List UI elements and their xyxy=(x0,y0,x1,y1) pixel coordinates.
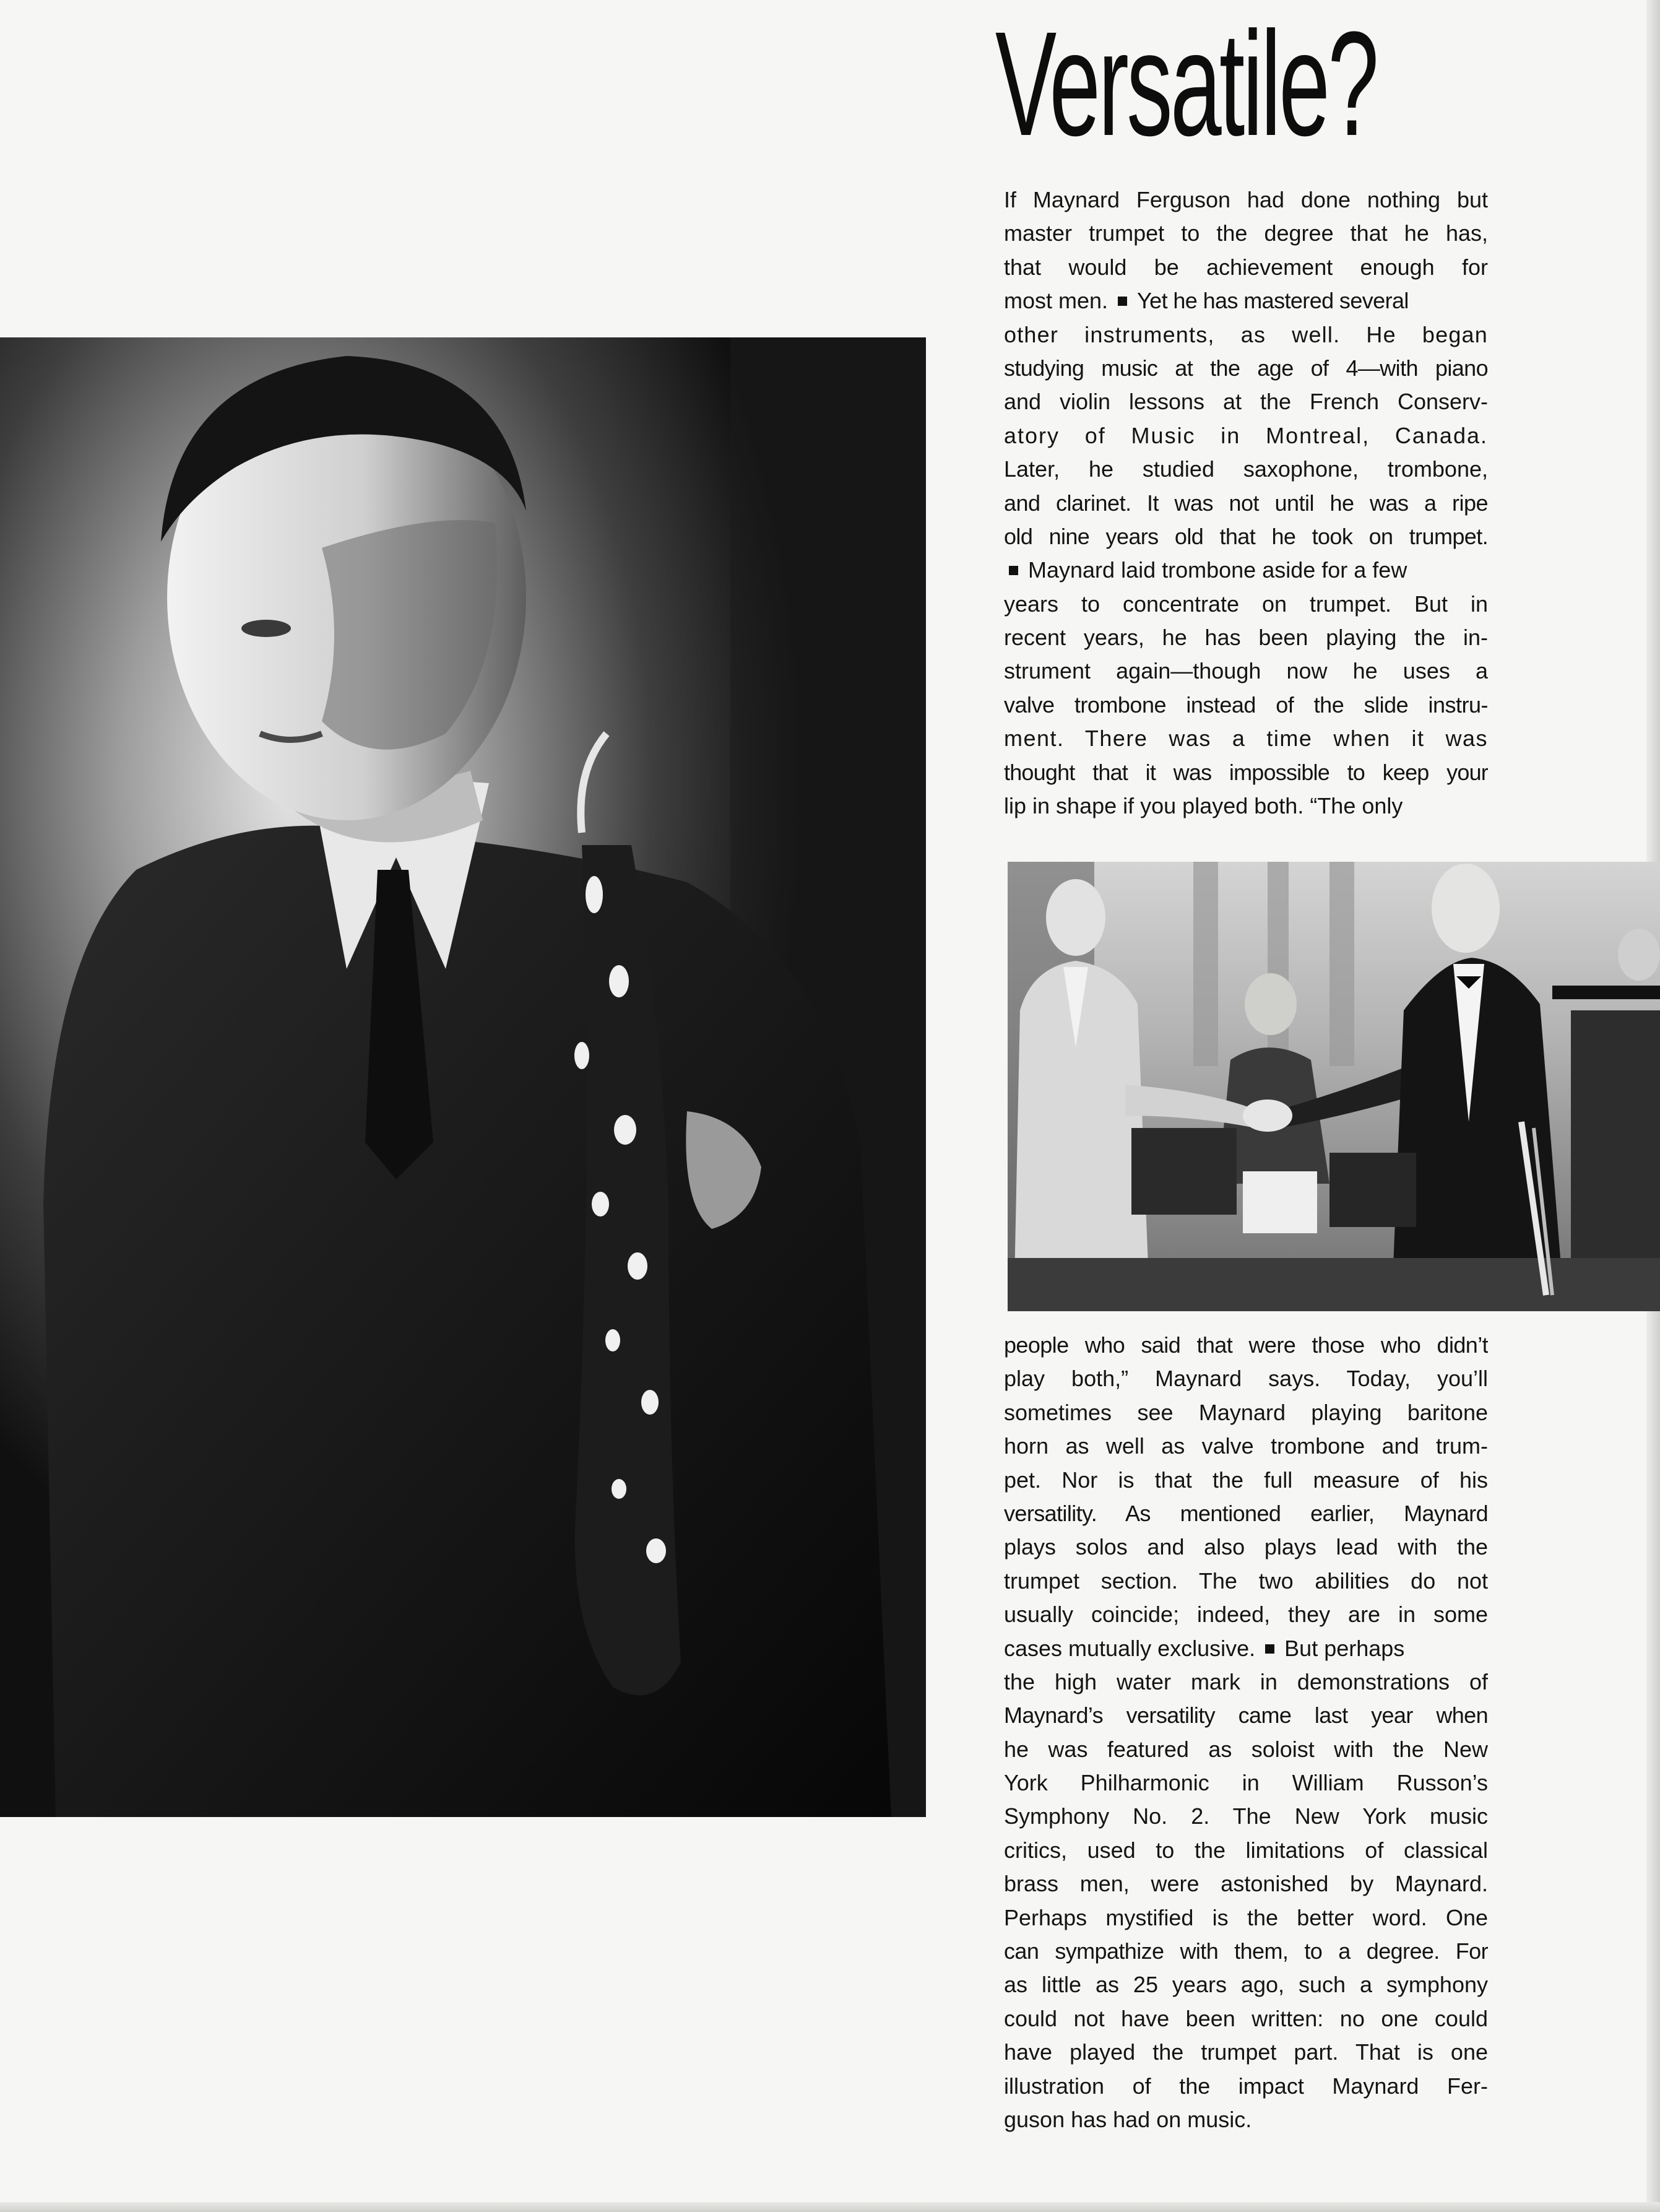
text-line: old nine years old that he took on trumpet. xyxy=(1004,523,1488,549)
text-line: that would be achievement enough for xyxy=(1004,254,1488,280)
text-line: thought that it was impossible to keep your xyxy=(1004,759,1488,785)
paragraph-bullet-icon xyxy=(1009,566,1018,575)
text-line: illustration of the impact Maynard Fer- xyxy=(1004,2073,1488,2099)
text-line: trumpet section. The two abilities do not xyxy=(1004,1568,1488,1594)
text-line: and violin lessons at the French Conserv- xyxy=(1004,389,1488,415)
text-line: versatility. As mentioned earlier, Maynard xyxy=(1004,1500,1488,1526)
text-line xyxy=(1004,284,1488,318)
text-line xyxy=(1004,1632,1488,1665)
text-line: pet. Nor is that the full measure of his xyxy=(1004,1467,1488,1493)
text-line: plays solos and also plays lead with the xyxy=(1004,1534,1488,1560)
paragraph-bullet-icon xyxy=(1118,297,1127,306)
text-line: can sympathize with them, to a degree. For xyxy=(1004,1938,1488,1964)
text-line: ment. There was a time when it was xyxy=(1004,726,1488,752)
text-line: studying music at the age of 4—with piano xyxy=(1004,355,1488,381)
text-line: strument again—though now he uses a xyxy=(1004,658,1488,684)
portrait-photo-illustration xyxy=(0,337,926,1817)
text-line: Perhaps mystified is the better word. One xyxy=(1004,1904,1488,1930)
text-line: years to concentrate on trumpet. But in xyxy=(1004,591,1488,617)
text-line: York Philharmonic in William Russon’s xyxy=(1004,1770,1488,1796)
text-line-part: Yet he has mastered several xyxy=(1137,288,1409,314)
text-line: play both,” Maynard says. Today, you’ll xyxy=(1004,1366,1488,1392)
text-line: could not have been written: no one could xyxy=(1004,2005,1488,2031)
text-line-part: Maynard laid trombone aside for a few xyxy=(1028,557,1407,583)
text-line: atory of Music in Montreal, Canada. xyxy=(1004,422,1488,448)
text-line: and clarinet. It was not until he was a ripe xyxy=(1004,490,1488,516)
body-text-top xyxy=(1004,183,1488,827)
text-line: other instruments, as well. He began xyxy=(1004,321,1488,347)
text-line: as little as 25 years ago, such a symphony xyxy=(1004,1972,1488,1998)
body-text-bottom xyxy=(1004,1329,1488,2152)
text-line: usually coincide; indeed, they are in some xyxy=(1004,1602,1488,1628)
text-line: the high water mark in demonstrations of xyxy=(1004,1668,1488,1694)
photo-concert-handshake xyxy=(1008,862,1660,1311)
photo-portrait-with-saxophone xyxy=(0,337,926,1817)
text-line: lip in shape if you played both. “The only xyxy=(1004,793,1403,819)
text-line: brass men, were astonished by Maynard. xyxy=(1004,1871,1488,1897)
text-line-part: most men. xyxy=(1004,288,1109,314)
text-line: guson has had on music. xyxy=(1004,2106,1252,2132)
text-line: recent years, he has been playing the in- xyxy=(1004,625,1488,651)
text-line: valve trombone instead of the slide instru- xyxy=(1004,692,1488,718)
text-line: Later, he studied saxophone, trombone, xyxy=(1004,456,1488,482)
paragraph-bullet-icon xyxy=(1265,1644,1274,1654)
page-bottom-edge xyxy=(0,2202,1660,2212)
headline: Versatile? xyxy=(995,1,1377,167)
text-line-part: But perhaps xyxy=(1284,1635,1405,1661)
text-line: master trumpet to the degree that he has, xyxy=(1004,220,1488,246)
text-line: critics, used to the limitations of classical xyxy=(1004,1837,1488,1863)
text-line: horn as well as valve trombone and trum- xyxy=(1004,1433,1488,1459)
concert-photo-illustration xyxy=(1008,862,1660,1311)
text-line: Symphony No. 2. The New York music xyxy=(1004,1803,1488,1829)
text-line-part: cases mutually exclusive. xyxy=(1004,1635,1256,1661)
text-line: have played the trumpet part. That is one xyxy=(1004,2039,1488,2065)
text-line: he was featured as soloist with the New xyxy=(1004,1736,1488,1762)
text-line xyxy=(1004,553,1488,587)
text-line: Maynard’s versatility came last year when xyxy=(1004,1702,1488,1728)
text-line: people who said that were those who didn’t xyxy=(1004,1332,1488,1358)
text-line: sometimes see Maynard playing baritone xyxy=(1004,1399,1488,1425)
text-line: If Maynard Ferguson had done nothing but xyxy=(1004,187,1488,212)
